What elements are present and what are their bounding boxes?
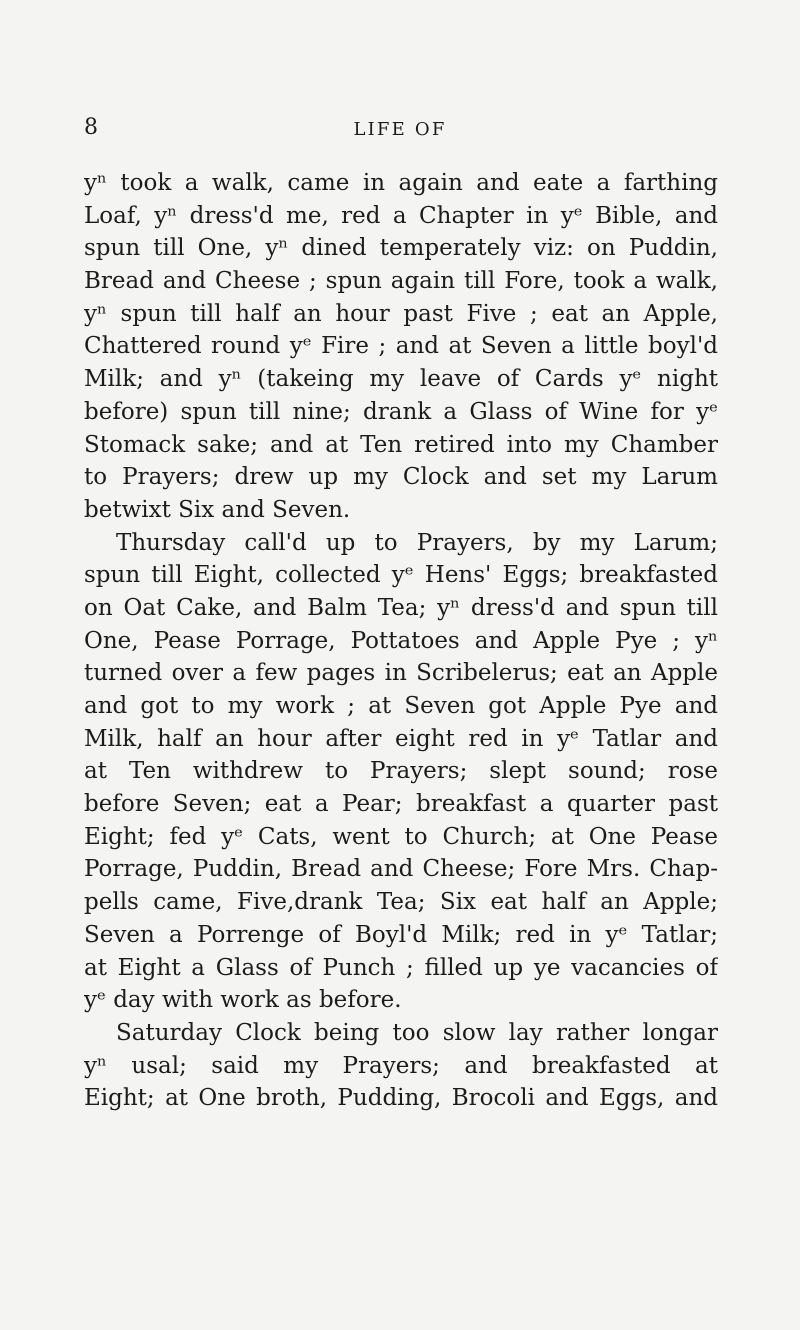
- text-line: yⁿ usal; said my Prayers; and breakfasted at: [84, 1052, 718, 1079]
- text-line: before Seven; eat a Pear; breakfast a quarter past: [84, 791, 718, 818]
- text-line: spun till Eight, collected yᵉ Hens' Eggs; breakfasted: [84, 562, 718, 589]
- text-line: to Prayers; drew up my Clock and set my Larum: [84, 464, 718, 491]
- text-line: yᵉ day with work as before.: [84, 987, 402, 1014]
- text-line: spun till One, yⁿ dined temperately viz: on Puddin,: [84, 235, 718, 262]
- text-line: Milk; and yⁿ (takeing my leave of Cards yᵉ night: [84, 366, 718, 393]
- text-line: Stomack sake; and at Ten retired into my Chamber: [84, 431, 718, 458]
- page-header: [0, 113, 800, 149]
- text-line: turned over a few pages in Scribelerus; eat an Apple: [84, 660, 718, 687]
- text-line: Eight; at One broth, Pudding, Brocoli and Eggs, and: [84, 1085, 718, 1112]
- text-line: at Eight a Glass of Punch ; filled up ye vacancies of: [84, 954, 718, 981]
- text-line: at Ten withdrew to Prayers; slept sound; rose: [84, 758, 718, 785]
- text-line: Porrage, Puddin, Bread and Cheese; Fore Mrs. Chap-: [84, 856, 718, 883]
- body-text: [84, 167, 718, 1115]
- text-line: and got to my work ; at Seven got Apple Pye and: [84, 693, 718, 719]
- text-line: Seven a Porrenge of Boyl'd Milk; red in yᵉ Tatlar;: [84, 921, 718, 948]
- text-line: Eight; fed yᵉ Cats, went to Church; at One Pease: [84, 823, 718, 850]
- text-line: betwixt Six and Seven.: [84, 496, 351, 523]
- page-number: 8: [84, 115, 98, 140]
- text-line: Loaf, yⁿ dress'd me, red a Chapter in yᵉ Bible, and: [84, 202, 718, 229]
- text-line: Thursday call'd up to Prayers, by my Larum;: [116, 529, 718, 556]
- text-line: Milk, half an hour after eight red in yᵉ Tatlar and: [84, 725, 718, 752]
- text-line: yⁿ spun till half an hour past Five ; eat an Apple,: [84, 300, 718, 327]
- text-line: Chattered round yᵉ Fire ; and at Seven a little boyl'd: [84, 333, 718, 360]
- text-line: pells came, Five,drank Tea; Six eat half an Apple;: [84, 889, 718, 916]
- text-line: One, Pease Porrage, Pottatoes and Apple Pye ; yⁿ: [84, 627, 718, 654]
- text-line: Saturday Clock being too slow lay rather longar: [116, 1019, 718, 1046]
- running-head: LIFE OF: [353, 119, 447, 140]
- text-line: Bread and Cheese ; spun again till Fore, took a walk,: [84, 268, 718, 295]
- text-line: on Oat Cake, and Balm Tea; yⁿ dress'd and spun till: [84, 594, 718, 621]
- text-line: before) spun till nine; drank a Glass of Wine for yᵉ: [84, 398, 718, 425]
- text-line: yⁿ took a walk, came in again and eate a farthing: [84, 170, 718, 196]
